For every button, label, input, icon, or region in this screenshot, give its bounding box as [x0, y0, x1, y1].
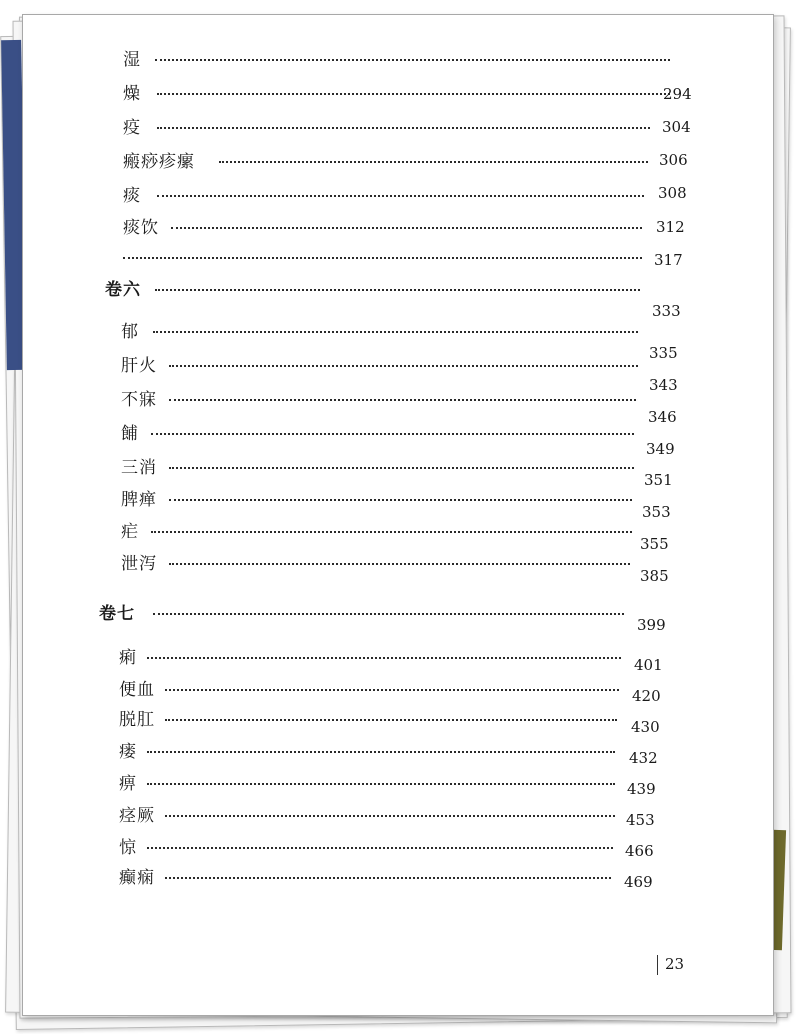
toc-label: 痹 [119, 774, 137, 794]
toc-entry-pidan[interactable] [23, 485, 763, 521]
toc-entry-zao[interactable] [23, 79, 763, 107]
toc-label: 惊 [119, 838, 137, 858]
toc-dot-leader [219, 161, 648, 163]
toc-entry-ganhuo[interactable] [23, 351, 763, 394]
toc-label: 卷七 [99, 604, 135, 624]
toc-label: 肝火 [121, 356, 157, 376]
toc-page-number: 294 [663, 85, 692, 103]
toc-label: 痉厥 [119, 806, 155, 826]
toc-dot-leader [169, 399, 636, 401]
toc-page-number: 335 [649, 344, 678, 362]
toc-page-number: 317 [654, 251, 683, 269]
toc-dot-leader [165, 877, 611, 879]
toc-page-number: 439 [627, 780, 656, 798]
toc-label: 痰 [123, 186, 141, 206]
toc-label: 燥 [123, 84, 141, 104]
toc-label: 痰饮 [123, 218, 159, 238]
toc-entry-jing[interactable] [23, 833, 763, 861]
toc-dot-leader [169, 499, 632, 501]
toc-entry-tan[interactable] [23, 181, 763, 209]
toc-entry-tuogang[interactable] [23, 705, 763, 736]
toc-dot-leader [169, 365, 638, 367]
toc-page-number: 351 [644, 471, 673, 489]
toc-entry-yu[interactable] [23, 317, 763, 362]
toc-dot-leader [147, 657, 621, 659]
toc-page-number: 432 [629, 749, 658, 767]
toc-dot-leader [155, 59, 670, 61]
toc-dot-leader [123, 257, 642, 259]
toc-page-number: 304 [662, 118, 691, 136]
toc-entry-bianxue[interactable] [23, 675, 763, 703]
toc-page-number: 401 [634, 656, 663, 674]
toc-dot-leader [165, 719, 617, 721]
toc-label: 湿 [123, 50, 141, 70]
toc-entry-yi[interactable] [23, 113, 763, 141]
toc-label: 脾瘅 [121, 490, 157, 510]
toc-page-number: 353 [642, 503, 671, 521]
toc-label: 郁 [121, 322, 139, 342]
toc-page-number: 385 [640, 567, 669, 585]
toc-dot-leader [169, 467, 634, 469]
toc-dot-leader [165, 815, 615, 817]
toc-entry-banshazhenli[interactable] [23, 147, 763, 175]
toc-entry-li[interactable] [23, 643, 763, 674]
toc-dot-leader [151, 433, 634, 435]
toc-entry-xiexie[interactable] [23, 549, 763, 585]
toc-page-number: 312 [656, 218, 685, 236]
toc-dot-leader [157, 93, 670, 95]
toc-page-number: 466 [625, 842, 654, 860]
toc-dot-leader [153, 331, 638, 333]
toc-label: 痢 [119, 648, 137, 668]
toc-entry-cao[interactable] [23, 419, 763, 458]
toc-entry-nue[interactable] [23, 517, 763, 553]
toc-entry-sanxiao[interactable] [23, 453, 763, 489]
toc-dot-leader [157, 195, 644, 197]
toc-dot-leader [169, 563, 630, 565]
toc-chapter-juan7[interactable] [23, 599, 763, 634]
toc-entry-dianxian[interactable] [23, 863, 763, 891]
toc-label: 三消 [121, 458, 157, 478]
page-number: 23 [665, 955, 685, 973]
toc-page-number: 346 [648, 408, 677, 426]
toc-entry-lou[interactable] [23, 737, 763, 765]
toc-label: 便血 [119, 680, 155, 700]
toc-page-number: 469 [624, 873, 653, 891]
toc-entry-bumei[interactable] [23, 385, 763, 426]
toc-dot-leader [165, 689, 619, 691]
toc-dot-leader [147, 751, 615, 753]
toc-dot-leader [151, 531, 632, 533]
toc-label: 脱肛 [119, 710, 155, 730]
toc-page [22, 14, 774, 1016]
toc-label: 卷六 [105, 280, 141, 300]
folio-rule [657, 955, 658, 975]
toc-dot-leader [171, 227, 642, 229]
toc-label: 餔 [121, 424, 139, 444]
toc-dot-leader [155, 289, 640, 291]
toc-page-number: 430 [631, 718, 660, 736]
toc-page-number: 420 [632, 687, 661, 705]
toc-label: 疫 [123, 118, 141, 138]
toc-dot-leader [157, 127, 650, 129]
toc-label: 泄泻 [121, 554, 157, 574]
toc-page-number: 349 [646, 440, 675, 458]
toc-page-number: 399 [637, 616, 666, 634]
toc-entry-jingjue[interactable] [23, 801, 763, 829]
toc-entry-tanyin[interactable] [23, 213, 763, 241]
toc-page-number: 453 [626, 811, 655, 829]
toc-chapter-juan6[interactable] [23, 275, 763, 320]
toc-label: 疟 [121, 522, 139, 542]
toc-label: 不寐 [121, 390, 157, 410]
toc-page-number: 308 [658, 184, 687, 202]
toc-dot-leader [147, 847, 613, 849]
toc-page-number: 306 [659, 151, 688, 169]
toc-label: 瘢痧疹瘰 [123, 152, 195, 172]
toc-dot-leader [153, 613, 624, 615]
toc-page-number: 343 [649, 376, 678, 394]
toc-page-number: 355 [640, 535, 669, 553]
toc-entry-blank-317[interactable] [23, 243, 763, 271]
toc-label: 瘘 [119, 742, 137, 762]
toc-entry-bi[interactable] [23, 769, 763, 797]
toc-dot-leader [147, 783, 615, 785]
toc-entry-shi[interactable] [23, 45, 763, 73]
toc-label: 癫痫 [119, 868, 155, 888]
toc-page-number: 333 [652, 302, 681, 320]
